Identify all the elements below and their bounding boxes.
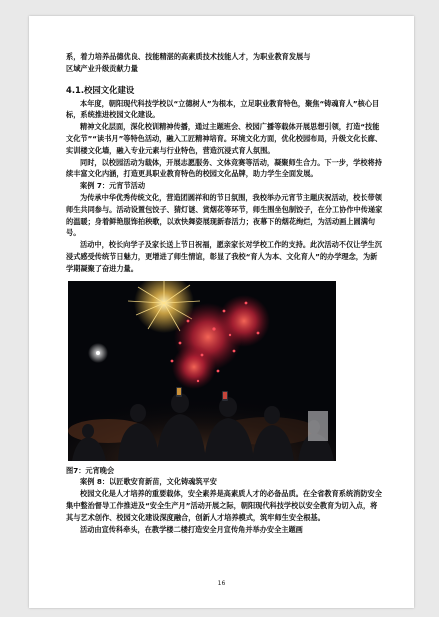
paragraph: 校园文化是人才培养的重要载体，安全素养是高素质人才的必备品质。在全省教育系统消防安全集中整治督导工作推进及“安全生产月”活动开展之际，朝阳现代科技学校以安全教育为切入点，将其与艺术创作、校园文化建设深度融合，创新人才培养模式，筑牢师生安全根基。 (66, 489, 382, 522)
paragraph: 精神文化层面，深化校训精神传播，通过主题班会、校园广播等载体开展思想引领，打造“技能文化节”“读书月”等特色活动，融入工匠精神培育。环境文化方面，优化校园布局，升级文化长廊、实训楼文化墙，融入专业元素与行业特色，营造沉浸式育人氛围。 (66, 122, 383, 155)
paragraph: 同时，以校园活动为载体，开展志愿服务、文体竞赛等活动，凝聚师生合力。下一步，学校将持续丰富文化内涵，打造更具职业教育特色的校园文化品牌，助力学生全面发展。 (66, 157, 382, 179)
page-number: 16 (217, 580, 226, 587)
section-heading: 4.1.校园文化建设 (66, 84, 135, 95)
paragraph: 活动由宣传科牵头，在教学楼二楼打造安全月宣传角并举办安全主题画 (80, 524, 303, 534)
fireworks-photo (68, 281, 336, 461)
case-title: 案例 7：元宵节活动 (80, 181, 146, 191)
text-line: 系，着力培养品德优良、技能精湛的高素质技术技能人才，为职业教育发展与 (66, 52, 311, 61)
text-line: 区域产业升级贡献力量 (66, 63, 138, 73)
figure-caption: 图7：元宵晚会 (66, 465, 115, 475)
fireworks-photo-graphic (68, 281, 336, 461)
paragraph: 为传承中华优秀传统文化，营造团圆祥和的节日氛围，我校举办元宵节主题庆祝活动，校长带领师生共同参与。活动设置包饺子、猜灯谜、赏烟花等环节，师生围坐包制饺子，在分工协作中传递家的温暖；身着鲜艳服饰拍秧歌，以欢快舞姿展现新春活力；夜幕下的烟花绚烂，为活动画上圆满句号。 (66, 192, 383, 238)
paragraph: 本年度，朝阳现代科技学校以“立德树人”为根本，立足职业教育特色，聚焦“铸魂育人”核心目标，系统推进校园文化建设。 (66, 98, 380, 120)
document-page (29, 16, 414, 608)
page-content (66, 51, 384, 535)
case-title: 案例 8：以匠歌安育新苗，文化铸魂筑平安 (80, 477, 217, 487)
paragraph: 活动中，校长向学子及家长送上节日祝福，愿亲家长对学校工作的支持。此次活动不仅让学生沉浸式感受传统节日魅力，更增进了师生情谊，彰显了我校“育人为本、文化育人”的办学理念，为新学期凝聚了奋进力量。 (66, 240, 382, 273)
